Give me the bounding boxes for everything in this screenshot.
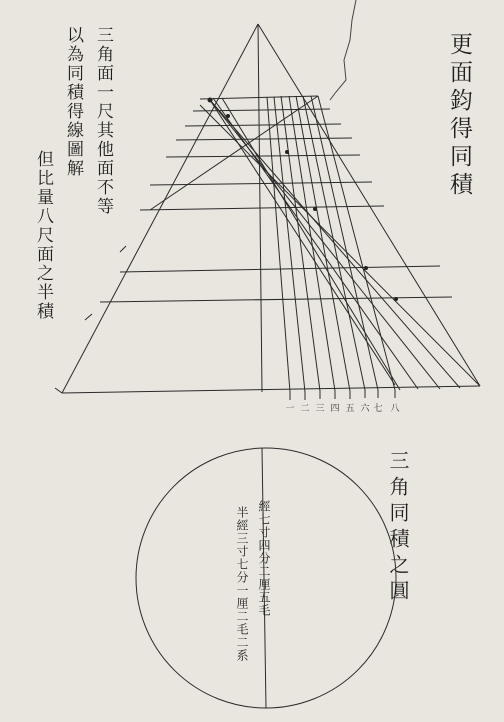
base-tick-label: 七 [373,404,383,414]
base-tick-label: 五 [345,404,355,414]
note-line-2: 以為同積得線圖解 [63,26,83,178]
base-tick-label: 六 [360,404,370,414]
note-line-3: 但比量八尺面之半積 [33,150,53,321]
base-tick-label: 三 [315,404,325,414]
note-line-1: 三角面一尺其他面不等 [93,26,113,216]
base-tick-label: 一 [285,404,295,414]
circle-title: 三角同積之圓 [386,450,410,606]
base-tick-label: 八 [390,404,400,414]
base-tick-label: 二 [300,404,310,414]
diameter-label: 經七寸四分二厘五毛 [257,500,271,617]
top-right-title: 更面鈞得同積 [446,32,472,200]
radius-label: 半經三寸七分一厘二毛二系 [235,506,249,662]
base-tick-label: 四 [330,404,340,414]
